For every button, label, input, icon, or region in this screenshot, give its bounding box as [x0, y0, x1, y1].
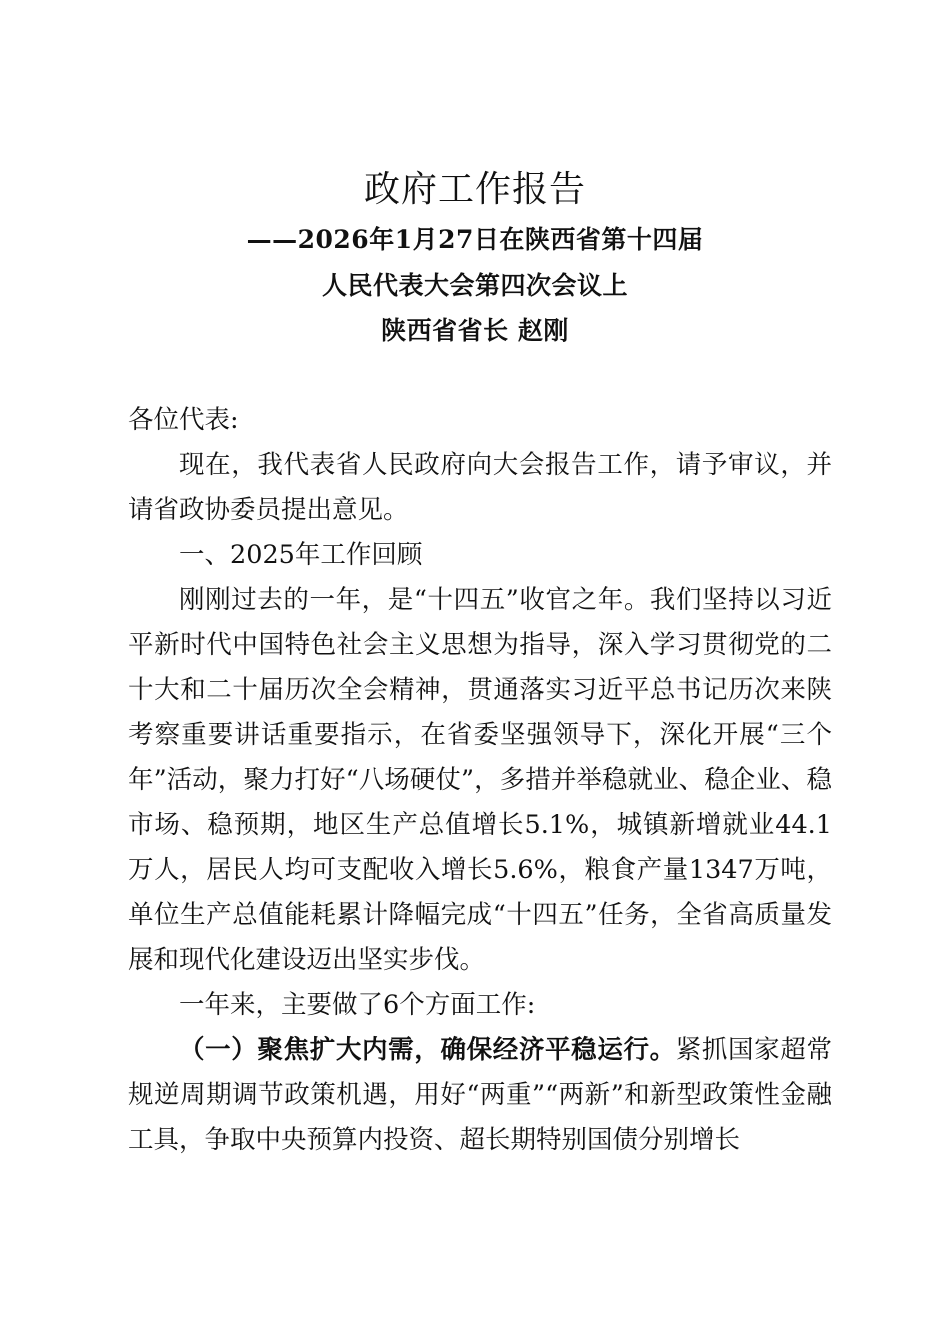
point-1-heading: （一）聚焦扩大内需，确保经济平稳运行。	[179, 1035, 676, 1065]
document-title: 政府工作报告	[363, 169, 586, 210]
paragraph-intro: 现在，我代表省人民政府向大会报告工作，请予审议，并请省政协委员提出意见。	[128, 450, 832, 525]
salutation: 各位代表:	[128, 405, 239, 435]
subtitle-author-line: 陕西省省长 赵刚	[381, 316, 569, 345]
document-body	[128, 398, 832, 1163]
subtitle-date-line: ——2026年1月27日在陕西省第十四届	[246, 225, 704, 254]
paragraph-summary: 一年来，主要做了6个方面工作:	[179, 990, 536, 1020]
point-1-text: 紧抓国家超常规逆周期调节政策机遇，用好“两重”“两新”和新型政策性金融工具，争取中央预算内投资、超长期特别国债分别增长	[128, 1035, 832, 1155]
paragraph-point-1	[128, 1028, 832, 1163]
paragraph-review: 刚刚过去的一年，是“十四五”收官之年。我们坚持以习近平新时代中国特色社会主义思想为指导，深入学习贯彻党的二十大和二十届历次全会精神，贯通落实习近平总书记历次来陕考察重要讲话重要指示，在省委坚强领导下，深化开展“三个年”活动，聚力打好“八场硬仗”，多措并举稳就业、稳企业、稳市场、稳预期，地区生产总值增长5.1%，城镇新增就业44.1万人，居民人均可支配收入增长5.6%，粮食产量1347万吨，单位生产总值能耗累计降幅完成“十四五”任务，全省高质量发展和现代化建设迈出坚实步伐。	[128, 585, 832, 975]
subtitle-meeting-line: 人民代表大会第四次会议上	[321, 271, 628, 300]
section-heading: 一、2025年工作回顾	[179, 540, 423, 570]
